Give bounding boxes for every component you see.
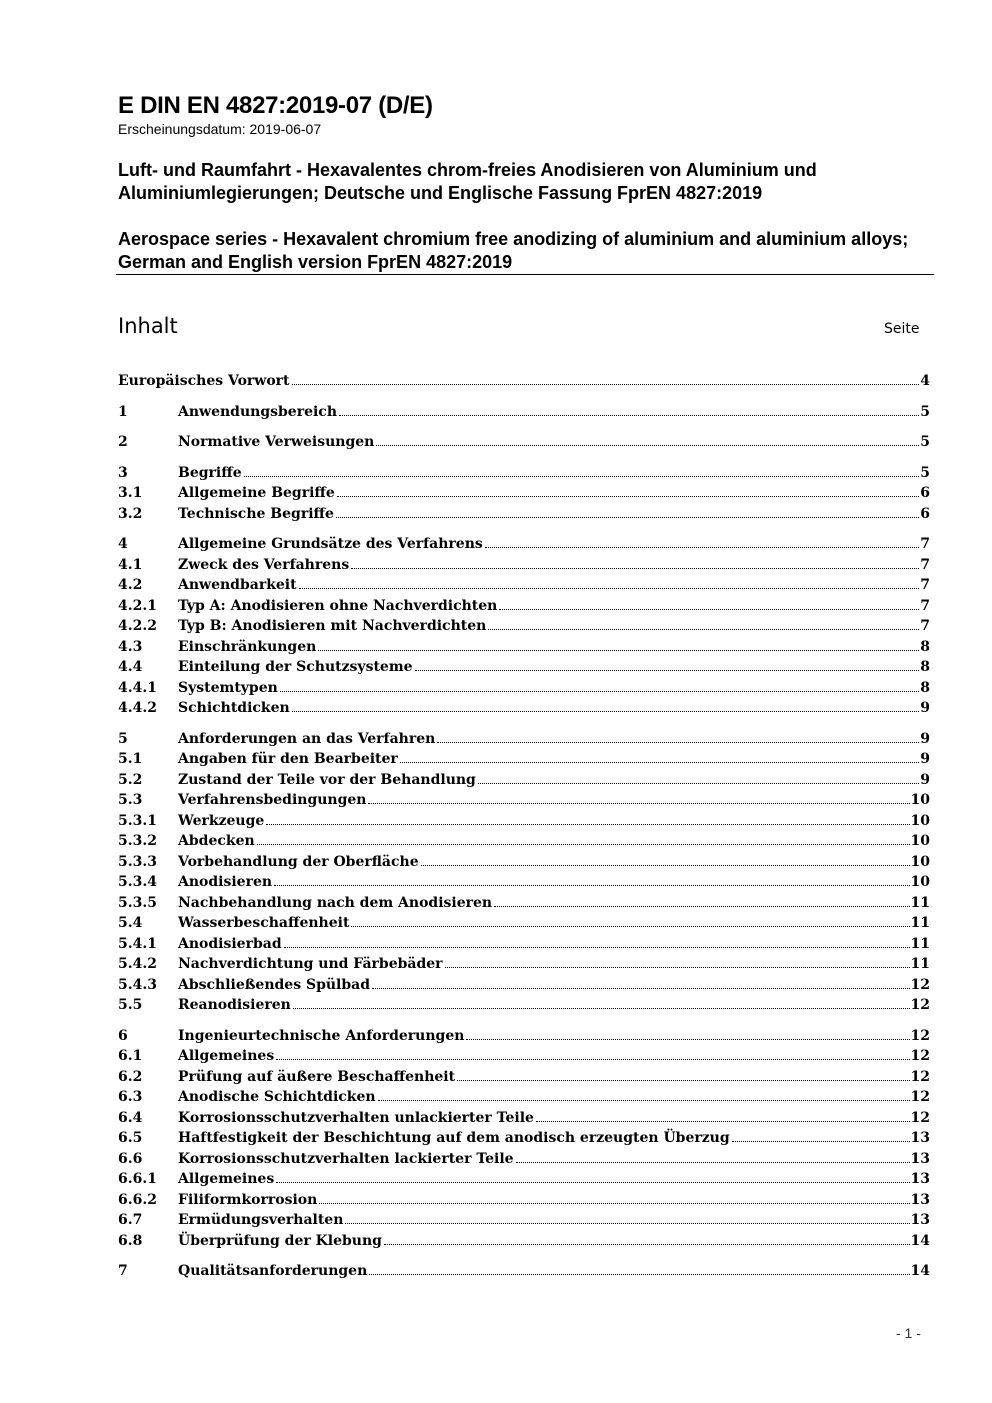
toc-entry[interactable] — [118, 1261, 930, 1282]
toc-entry-label: Angaben für den Bearbeiter — [178, 751, 398, 767]
toc-entry-label: Zweck des Verfahrens — [178, 556, 350, 573]
toc-entry-page: 5 — [920, 434, 930, 450]
toc-entry-label: Reanodisieren — [178, 997, 291, 1013]
toc-entry-number: 4.3 — [118, 638, 143, 655]
toc-entry-label: Anodische Schichtdicken — [178, 1089, 376, 1105]
toc-dot-leader — [536, 1121, 910, 1122]
toc-entry-number: 6.6.2 — [118, 1191, 157, 1208]
toc-entry-page: 14 — [910, 1232, 930, 1249]
toc-entry[interactable] — [118, 872, 930, 893]
toc-entry[interactable] — [118, 575, 930, 596]
toc-entry[interactable] — [118, 995, 930, 1016]
title-english: Aerospace series - Hexavalent chromium free anodizing of aluminium and aluminium alloys; German and English version FprEN 4827:2019 — [118, 229, 909, 272]
toc-entry-label: Normative Verweisungen — [178, 434, 375, 450]
toc-dot-leader — [437, 742, 919, 743]
toc-entry-page: 10 — [910, 853, 930, 870]
toc-entry-page: 7 — [920, 618, 930, 634]
toc-entry-number: 5 — [118, 730, 128, 747]
toc-entry-number: 4.2.1 — [118, 597, 157, 614]
toc-entry-number: 5.4 — [118, 915, 143, 931]
toc-entry-number: 4.4.1 — [118, 679, 157, 696]
toc-dot-leader — [378, 1100, 910, 1101]
toc-entry[interactable] — [118, 1231, 930, 1252]
publication-date: Erscheinungsdatum: 2019-06-07 — [118, 121, 322, 137]
toc-entry-label: Allgemeine Grundsätze des Verfahrens — [178, 536, 483, 552]
toc-entry-page: 12 — [910, 1109, 930, 1126]
toc-dot-leader — [732, 1141, 910, 1142]
toc-dot-leader — [284, 947, 910, 948]
toc-entry-label: Nachbehandlung nach dem Anodisieren — [178, 894, 493, 911]
toc-dot-leader — [276, 1059, 909, 1060]
toc-dot-leader — [351, 926, 909, 927]
toc-entry-label: Allgemeines — [178, 1171, 275, 1187]
toc-dot-leader — [339, 415, 919, 416]
toc-entry-number: 6.2 — [118, 1068, 143, 1085]
toc-dot-leader — [376, 445, 919, 446]
toc-entry-label: Ingenieurtechnische Anforderungen — [178, 1027, 465, 1044]
toc-entry-number: 5.3 — [118, 792, 143, 808]
toc-entry-page: 11 — [910, 894, 930, 911]
toc-entry[interactable] — [118, 1210, 930, 1231]
toc-entry-number: 6.7 — [118, 1212, 143, 1228]
toc-entry-page: 11 — [910, 915, 930, 931]
toc-entry-page: 10 — [910, 812, 930, 829]
toc-entry-label: Korrosionsschutzverhalten lackierter Teile — [178, 1150, 514, 1167]
toc-dot-leader — [257, 844, 910, 845]
toc-entry-label: Technische Begriffe — [178, 505, 334, 522]
toc-entry-page: 10 — [910, 833, 930, 849]
toc-entry[interactable] — [118, 913, 930, 934]
toc-entry-label: Werkzeuge — [178, 812, 265, 829]
toc-entry[interactable] — [118, 954, 930, 975]
toc-entry-number: 1 — [118, 403, 128, 420]
toc-entry-number: 4.2.2 — [118, 618, 157, 634]
toc-entry-label: Europäisches Vorwort — [118, 373, 290, 389]
toc-entry-label: Typ B: Anodisieren mit Nachverdichten — [178, 618, 487, 634]
toc-entry[interactable] — [118, 678, 930, 699]
toc-dot-leader — [445, 967, 910, 968]
toc-entry-page: 7 — [920, 597, 930, 614]
toc-entry-number: 5.4.3 — [118, 976, 157, 993]
toc-entry-label: Abschließendes Spülbad — [178, 976, 371, 993]
table-of-contents — [118, 371, 930, 1282]
toc-entry-number: 6.6.1 — [118, 1171, 157, 1187]
toc-entry-page: 14 — [910, 1263, 930, 1279]
toc-entry-label: Abdecken — [178, 833, 255, 849]
toc-entry-page: 13 — [910, 1212, 930, 1228]
toc-entry[interactable] — [118, 1108, 930, 1129]
toc-entry-label: Nachverdichtung und Färbebäder — [178, 956, 443, 972]
toc-entry-number: 5.3.5 — [118, 894, 157, 911]
toc-dot-leader — [299, 588, 920, 589]
toc-entry-number: 6.4 — [118, 1109, 143, 1126]
toc-entry[interactable] — [118, 432, 930, 453]
toc-entry-label: Anwendbarkeit — [178, 577, 297, 593]
toc-entry[interactable] — [118, 657, 930, 678]
toc-entry-page: 7 — [920, 577, 930, 593]
toc-entry-page: 11 — [910, 935, 930, 952]
toc-entry-number: 4.1 — [118, 556, 143, 573]
toc-entry[interactable] — [118, 1190, 930, 1211]
toc-entry-label: Haftfestigkeit der Beschichtung auf dem anodisch erzeugten Überzug — [178, 1130, 730, 1146]
toc-entry-label: Einteilung der Schutzsysteme — [178, 659, 413, 675]
toc-entry-label: Einschränkungen — [178, 638, 317, 655]
toc-entry[interactable] — [118, 534, 930, 555]
toc-entry-label: Anodisieren — [178, 874, 273, 890]
toc-entry-page: 8 — [920, 659, 930, 675]
header-divider — [116, 274, 934, 275]
toc-entry-number: 3 — [118, 464, 128, 481]
toc-entry[interactable] — [118, 1169, 930, 1190]
toc-dot-leader — [499, 609, 919, 610]
toc-entry-label: Zustand der Teile vor der Behandlung — [178, 771, 476, 788]
toc-entry[interactable] — [118, 504, 930, 525]
toc-dot-leader — [421, 865, 910, 866]
toc-entry-number: 4.2 — [118, 577, 143, 593]
toc-entry-label: Typ A: Anodisieren ohne Nachverdichten — [178, 597, 498, 614]
toc-entry-page: 10 — [910, 874, 930, 890]
toc-dot-leader — [466, 1039, 909, 1040]
toc-dot-leader — [266, 824, 909, 825]
page-number: - 1 - — [896, 1325, 921, 1341]
toc-entry-number: 6.1 — [118, 1048, 143, 1064]
toc-dot-leader — [244, 476, 920, 477]
toc-entry-label: Qualitätsanforderungen — [178, 1263, 368, 1279]
toc-entry[interactable] — [118, 371, 930, 392]
toc-entry-label: Allgemeine Begriffe — [178, 485, 335, 501]
toc-entry-number: 5.3.4 — [118, 874, 157, 890]
toc-entry-number: 5.3.1 — [118, 812, 157, 829]
toc-dot-leader — [485, 547, 919, 548]
toc-entry[interactable] — [118, 749, 930, 770]
toc-dot-leader — [457, 1080, 909, 1081]
toc-entry[interactable] — [118, 1046, 930, 1067]
toc-entry-label: Schichtdicken — [178, 700, 290, 716]
toc-entry-number: 5.1 — [118, 751, 143, 767]
toc-dot-leader — [488, 629, 919, 630]
toc-dot-leader — [478, 783, 919, 784]
toc-entry-page: 13 — [910, 1171, 930, 1187]
toc-entry-page: 9 — [920, 771, 930, 788]
toc-entry[interactable] — [118, 934, 930, 955]
toc-dot-leader — [337, 496, 919, 497]
toc-entry[interactable] — [118, 1128, 930, 1149]
toc-entry-page: 7 — [920, 536, 930, 552]
toc-entry[interactable] — [118, 555, 930, 576]
toc-entry[interactable] — [118, 483, 930, 504]
toc-entry-number: 3.1 — [118, 485, 143, 501]
toc-dot-leader — [292, 711, 920, 712]
toc-entry-page: 7 — [920, 556, 930, 573]
toc-dot-leader — [368, 803, 909, 804]
toc-entry-page: 11 — [910, 956, 930, 972]
toc-entry-number: 6.6 — [118, 1150, 143, 1167]
toc-entry-label: Überprüfung der Klebung — [178, 1232, 382, 1249]
toc-dot-leader — [280, 691, 919, 692]
toc-entry-page: 12 — [910, 1068, 930, 1085]
toc-entry-label: Ermüdungsverhalten — [178, 1212, 344, 1228]
toc-entry-page: 5 — [920, 464, 930, 481]
toc-dot-leader — [351, 568, 919, 569]
toc-entry-number: 5.4.1 — [118, 935, 157, 952]
toc-entry-label: Verfahrensbedingungen — [178, 792, 367, 808]
toc-entry-number: 6.5 — [118, 1130, 143, 1146]
toc-entry-label: Allgemeines — [178, 1048, 275, 1064]
toc-entry-label: Anforderungen an das Verfahren — [178, 730, 436, 747]
toc-dot-leader — [384, 1244, 910, 1245]
toc-entry-page: 9 — [920, 730, 930, 747]
toc-entry[interactable] — [118, 616, 930, 637]
toc-entry-page: 10 — [910, 792, 930, 808]
toc-dot-leader — [318, 650, 919, 651]
toc-entry[interactable] — [118, 463, 930, 484]
toc-dot-leader — [336, 517, 919, 518]
toc-entry-page: 8 — [920, 638, 930, 655]
toc-entry[interactable] — [118, 893, 930, 914]
toc-heading: Inhalt — [118, 314, 178, 338]
toc-entry-number: 5.3.2 — [118, 833, 157, 849]
toc-dot-leader — [274, 885, 909, 886]
toc-entry[interactable] — [118, 852, 930, 873]
toc-entry[interactable] — [118, 831, 930, 852]
toc-entry-label: Korrosionsschutzverhalten unlackierter Teile — [178, 1109, 534, 1126]
toc-dot-leader — [276, 1182, 909, 1183]
document-code: E DIN EN 4827:2019-07 (D/E) — [118, 92, 433, 119]
toc-entry-label: Prüfung auf äußere Beschaffenheit — [178, 1068, 456, 1085]
toc-entry[interactable] — [118, 729, 930, 750]
toc-entry[interactable] — [118, 1149, 930, 1170]
toc-entry[interactable] — [118, 770, 930, 791]
toc-entry[interactable] — [118, 698, 930, 719]
toc-entry-number: 6.8 — [118, 1232, 143, 1249]
toc-entry[interactable] — [118, 811, 930, 832]
toc-entry-page: 12 — [910, 1027, 930, 1044]
toc-entry[interactable] — [118, 1026, 930, 1047]
toc-entry-page: 9 — [920, 751, 930, 767]
toc-dot-leader — [494, 906, 909, 907]
title-german: Luft- und Raumfahrt - Hexavalentes chrom-freies Anodisieren von Aluminium und Aluminiumlegierungen; Deutsche und Englische Fassung FprEN 4827:2019 — [118, 160, 817, 203]
toc-entry-number: 2 — [118, 434, 128, 450]
toc-entry-number: 4 — [118, 536, 128, 552]
toc-entry-number: 4.4.2 — [118, 700, 157, 716]
toc-entry-page: 8 — [920, 679, 930, 696]
toc-entry-number: 3.2 — [118, 505, 143, 522]
toc-entry-page: 12 — [910, 997, 930, 1013]
toc-page-column-label: Seite — [884, 321, 920, 337]
toc-entry-label: Anodisierbad — [178, 935, 282, 952]
toc-entry-number: 7 — [118, 1263, 128, 1279]
toc-entry-number: 5.2 — [118, 771, 143, 788]
toc-dot-leader — [293, 1008, 910, 1009]
toc-entry-page: 12 — [910, 976, 930, 993]
toc-entry-page: 13 — [910, 1150, 930, 1167]
toc-entry-label: Wasserbeschaffenheit — [178, 915, 350, 931]
toc-entry-label: Systemtypen — [178, 679, 278, 696]
toc-entry-number: 5.3.3 — [118, 853, 157, 870]
toc-entry[interactable] — [118, 790, 930, 811]
toc-dot-leader — [400, 762, 919, 763]
toc-entry-page: 4 — [920, 373, 930, 389]
toc-entry-page: 12 — [910, 1089, 930, 1105]
toc-dot-leader — [369, 1274, 909, 1275]
toc-entry-number: 5.5 — [118, 997, 143, 1013]
toc-entry-number: 6 — [118, 1027, 128, 1044]
toc-entry-label: Vorbehandlung der Oberfläche — [178, 853, 419, 870]
toc-entry-label: Filiformkorrosion — [178, 1191, 318, 1208]
toc-dot-leader — [415, 670, 920, 671]
toc-dot-leader — [319, 1203, 909, 1204]
toc-entry[interactable] — [118, 637, 930, 658]
toc-dot-leader — [516, 1162, 910, 1163]
toc-entry-page: 13 — [910, 1191, 930, 1208]
toc-entry-page: 9 — [920, 700, 930, 716]
toc-dot-leader — [345, 1223, 909, 1224]
toc-entry-number: 4.4 — [118, 659, 143, 675]
toc-dot-leader — [292, 384, 920, 385]
toc-dot-leader — [372, 988, 910, 989]
toc-entry[interactable] — [118, 1087, 930, 1108]
toc-entry[interactable] — [118, 402, 930, 423]
toc-entry-page: 13 — [910, 1130, 930, 1146]
toc-entry-page: 5 — [920, 403, 930, 420]
toc-entry[interactable] — [118, 975, 930, 996]
toc-entry-number: 6.3 — [118, 1089, 143, 1105]
toc-entry-label: Begriffe — [178, 464, 242, 481]
toc-entry-number: 5.4.2 — [118, 956, 157, 972]
toc-entry[interactable] — [118, 596, 930, 617]
toc-entry[interactable] — [118, 1067, 930, 1088]
toc-entry-label: Anwendungsbereich — [178, 403, 337, 420]
toc-entry-page: 6 — [920, 485, 930, 501]
toc-entry-page: 12 — [910, 1048, 930, 1064]
toc-entry-page: 6 — [920, 505, 930, 522]
